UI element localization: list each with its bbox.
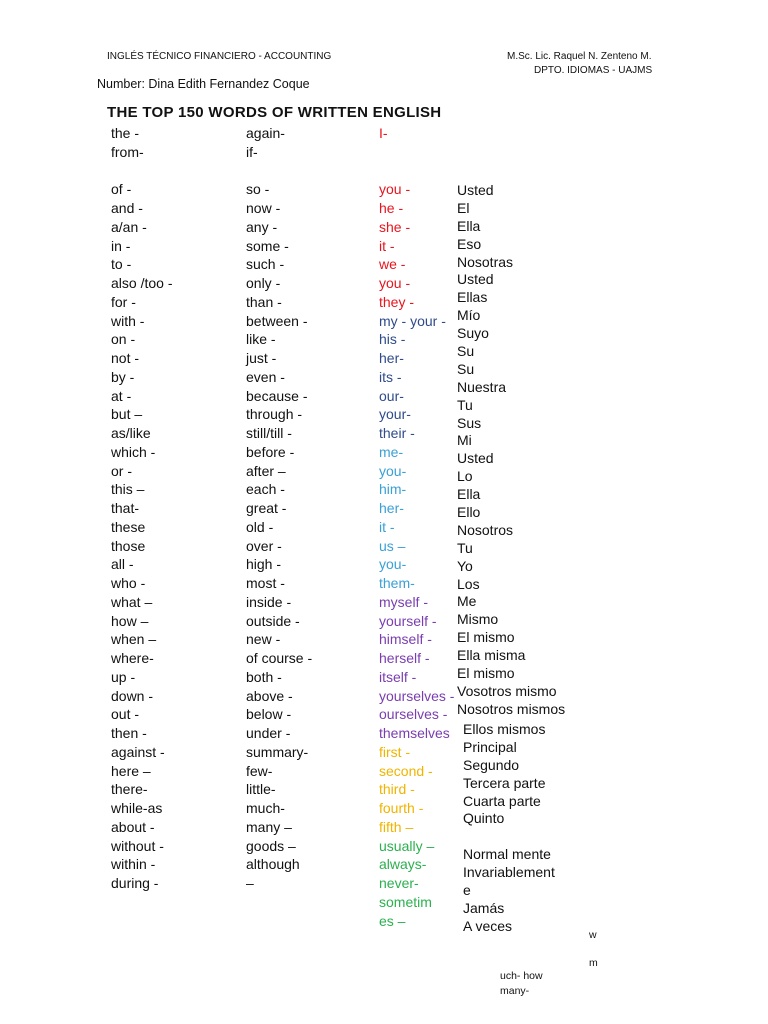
word-entry: it - <box>379 518 395 535</box>
stray-letter-m: m <box>589 957 598 969</box>
word-entry: I- <box>379 125 388 141</box>
word-entry: Ella <box>457 217 481 234</box>
word-entry: all - <box>111 556 134 573</box>
spanish-translations-column-continued <box>463 721 555 936</box>
word-entry: your- <box>379 406 411 423</box>
word-entry: yourselves - <box>379 687 455 704</box>
word-entry: so - <box>246 181 270 198</box>
word-entry: El mismo <box>457 629 515 646</box>
word-entry: her- <box>379 350 404 366</box>
word-entry: there- <box>111 781 148 798</box>
word-entry: Mío <box>457 307 481 324</box>
word-entry: you- <box>379 462 407 479</box>
word-entry: he - <box>379 200 404 216</box>
word-entry: high - <box>246 556 282 573</box>
word-entry: Ella misma <box>457 647 526 664</box>
word-entry: both - <box>246 668 282 685</box>
word-entry: out - <box>111 706 140 723</box>
word-entry: here – <box>111 762 151 779</box>
word-entry: before - <box>246 443 295 460</box>
word-entry: Lo <box>457 468 473 485</box>
word-entry: within - <box>111 856 156 873</box>
pronouns-column <box>379 124 454 930</box>
word-entry: Ella <box>457 486 481 503</box>
word-entry: Quinto <box>463 810 505 827</box>
word-entry: what – <box>111 593 153 610</box>
word-entry: – <box>246 875 254 891</box>
word-entry: Me <box>457 593 477 610</box>
word-entry: but – <box>111 406 143 423</box>
word-entry: sometim <box>379 893 432 910</box>
word-entry: Sus <box>457 414 482 431</box>
word-entry: our- <box>379 387 404 404</box>
word-entry: only - <box>246 275 281 291</box>
spanish-translations-column <box>457 182 565 719</box>
word-entry: Mismo <box>457 611 499 628</box>
word-entry: you- <box>379 556 407 573</box>
word-entry: under - <box>246 725 291 741</box>
word-entry: Nuestra <box>457 378 507 395</box>
word-entry: down - <box>111 687 154 704</box>
word-entry: great - <box>246 500 287 516</box>
word-entry: always- <box>379 856 427 873</box>
word-entry: her- <box>379 500 404 516</box>
word-entry: again- <box>246 125 285 141</box>
word-entry: who - <box>111 575 146 591</box>
word-entry: fourth - <box>379 800 424 816</box>
word-entry: by - <box>111 368 135 385</box>
word-entry: us – <box>379 537 406 554</box>
word-entry: myself - <box>379 593 428 610</box>
teacher-header: M.Sc. Lic. Raquel N. Zenteno M. <box>507 51 652 62</box>
word-entry: then - <box>111 725 147 741</box>
word-entry: Nosotros mismos <box>457 700 566 717</box>
word-entry: e <box>463 882 471 899</box>
word-entry: Ellas <box>457 289 488 306</box>
word-entry: each - <box>246 481 285 498</box>
word-entry: es – <box>379 912 406 929</box>
word-entry: Eso <box>457 235 482 252</box>
word-entry: my - your - <box>379 312 446 329</box>
word-entry: their - <box>379 425 415 441</box>
word-entry: if- <box>246 143 258 160</box>
stray-text-many: many- <box>500 985 530 997</box>
word-entry: up - <box>111 668 136 685</box>
word-entry: a/an - <box>111 218 147 235</box>
word-entry: to - <box>111 256 132 273</box>
word-entry: goods – <box>246 837 296 854</box>
word-entry: Nosotros <box>457 521 514 538</box>
word-entry: of course - <box>246 650 313 666</box>
stray-letter-w: w <box>589 929 597 941</box>
word-entry: Nosotras <box>457 253 514 270</box>
word-entry: Usted <box>457 271 494 288</box>
student-number-line: Number: Dina Edith Fernandez Coque <box>97 77 310 91</box>
word-entry: and - <box>111 200 143 216</box>
word-entry: A veces <box>463 917 513 934</box>
word-entry: of - <box>111 181 132 198</box>
word-entry: Tu <box>457 539 473 556</box>
word-entry <box>246 162 312 181</box>
word-entry: Suyo <box>457 325 489 342</box>
word-entry: where- <box>111 650 154 666</box>
word-entry: against - <box>111 743 165 760</box>
word-entry: this – <box>111 481 145 498</box>
word-entry: usually – <box>379 837 435 854</box>
word-entry: Yo <box>457 557 473 574</box>
word-entry: most - <box>246 575 285 591</box>
word-entry: Mi <box>457 432 472 449</box>
word-entry: its - <box>379 368 402 385</box>
word-entry: at - <box>111 387 132 404</box>
word-entry: inside - <box>246 593 292 610</box>
word-entry: Su <box>457 343 475 360</box>
word-entry: himself - <box>379 631 432 648</box>
word-entry <box>111 162 172 181</box>
word-entry: yourself - <box>379 612 437 629</box>
word-entry: Tu <box>457 396 473 413</box>
word-entry <box>379 162 454 181</box>
word-entry: Jamás <box>463 899 505 916</box>
word-entry: even - <box>246 368 285 385</box>
word-entry: because - <box>246 387 308 404</box>
word-entry: Usted <box>457 450 494 467</box>
word-entry: much- <box>246 800 285 816</box>
word-entry: that- <box>111 500 140 516</box>
word-entry: third - <box>379 781 415 798</box>
word-entry: ourselves - <box>379 706 448 723</box>
word-entry: El <box>457 199 470 216</box>
english-words-column-1 <box>111 124 172 893</box>
word-entry: or - <box>111 462 132 479</box>
word-entry: any - <box>246 218 278 235</box>
word-entry: them- <box>379 575 415 591</box>
word-entry: El mismo <box>457 665 515 682</box>
word-entry: not - <box>111 350 140 366</box>
course-header: INGLÉS TÉCNICO FINANCIERO - ACCOUNTING <box>107 51 332 62</box>
word-entry: like - <box>246 331 276 348</box>
word-entry: we - <box>379 256 406 273</box>
word-entry: him- <box>379 481 407 498</box>
word-entry: me- <box>379 443 404 460</box>
word-entry: his - <box>379 331 406 348</box>
word-entry: summary- <box>246 743 309 760</box>
word-entry: after – <box>246 462 286 479</box>
word-entry: over - <box>246 537 282 554</box>
word-entry: how – <box>111 612 149 629</box>
word-entry: during - <box>111 875 159 891</box>
word-entry: second - <box>379 762 433 779</box>
word-entry: also /too - <box>111 275 173 291</box>
word-entry: she - <box>379 218 411 235</box>
word-entry: while-as <box>111 800 163 816</box>
word-entry: Cuarta parte <box>463 792 541 809</box>
word-entry: old - <box>246 518 274 535</box>
stray-text-uch-how: uch- how <box>500 970 543 982</box>
word-entry: first - <box>379 743 411 760</box>
word-entry: such - <box>246 256 285 273</box>
word-entry: Invariablement <box>463 864 555 881</box>
word-entry: little- <box>246 781 276 798</box>
word-entry: Ello <box>457 504 481 521</box>
word-entry: Los <box>457 575 480 592</box>
word-entry: new - <box>246 631 281 648</box>
word-entry: between - <box>246 312 308 329</box>
word-entry: themselves <box>379 725 450 741</box>
word-entry: these <box>111 518 146 535</box>
word-entry: they - <box>379 293 415 310</box>
word-entry: Principal <box>463 738 517 755</box>
word-entry: Tercera parte <box>463 774 546 791</box>
word-entry: Usted <box>457 182 494 198</box>
page-title: THE TOP 150 WORDS OF WRITTEN ENGLISH <box>107 104 442 121</box>
word-entry: for - <box>111 293 136 310</box>
english-words-column-2 <box>246 124 312 893</box>
word-entry: Vosotros mismo <box>457 682 557 699</box>
word-entry: herself - <box>379 650 430 666</box>
word-entry: it - <box>379 237 395 254</box>
word-entry: through - <box>246 406 303 423</box>
word-entry: below - <box>246 706 292 723</box>
word-entry: some - <box>246 237 289 254</box>
word-entry <box>463 828 555 846</box>
word-entry: on - <box>111 331 136 348</box>
word-entry: although <box>246 856 300 873</box>
word-entry: without - <box>111 837 164 854</box>
word-entry: Ellos mismos <box>463 721 546 737</box>
word-entry: above - <box>246 687 293 704</box>
word-entry: when – <box>111 631 157 648</box>
word-entry: than - <box>246 293 282 310</box>
word-entry: those <box>111 537 146 554</box>
word-entry: few- <box>246 762 273 779</box>
word-entry: you - <box>379 275 411 291</box>
word-entry: which - <box>111 443 156 460</box>
word-entry: itself - <box>379 668 417 685</box>
word-entry: the - <box>111 125 140 141</box>
word-entry: with - <box>111 312 145 329</box>
word-entry: outside - <box>246 612 300 629</box>
word-entry: now - <box>246 200 281 216</box>
word-entry: still/till - <box>246 425 292 441</box>
word-entry: fifth – <box>379 818 414 835</box>
word-entry: never- <box>379 875 419 891</box>
word-entry: as/like <box>111 425 151 441</box>
word-entry: about - <box>111 818 155 835</box>
word-entry: Normal mente <box>463 846 551 863</box>
word-entry <box>379 143 454 162</box>
department-header: DPTO. IDIOMAS - UAJMS <box>534 65 653 76</box>
word-entry: Su <box>457 360 475 377</box>
word-entry: you - <box>379 181 411 198</box>
word-entry: many – <box>246 818 292 835</box>
word-entry: Segundo <box>463 756 520 773</box>
word-entry: just - <box>246 350 277 366</box>
word-entry: from- <box>111 143 144 160</box>
word-entry: in - <box>111 237 131 254</box>
